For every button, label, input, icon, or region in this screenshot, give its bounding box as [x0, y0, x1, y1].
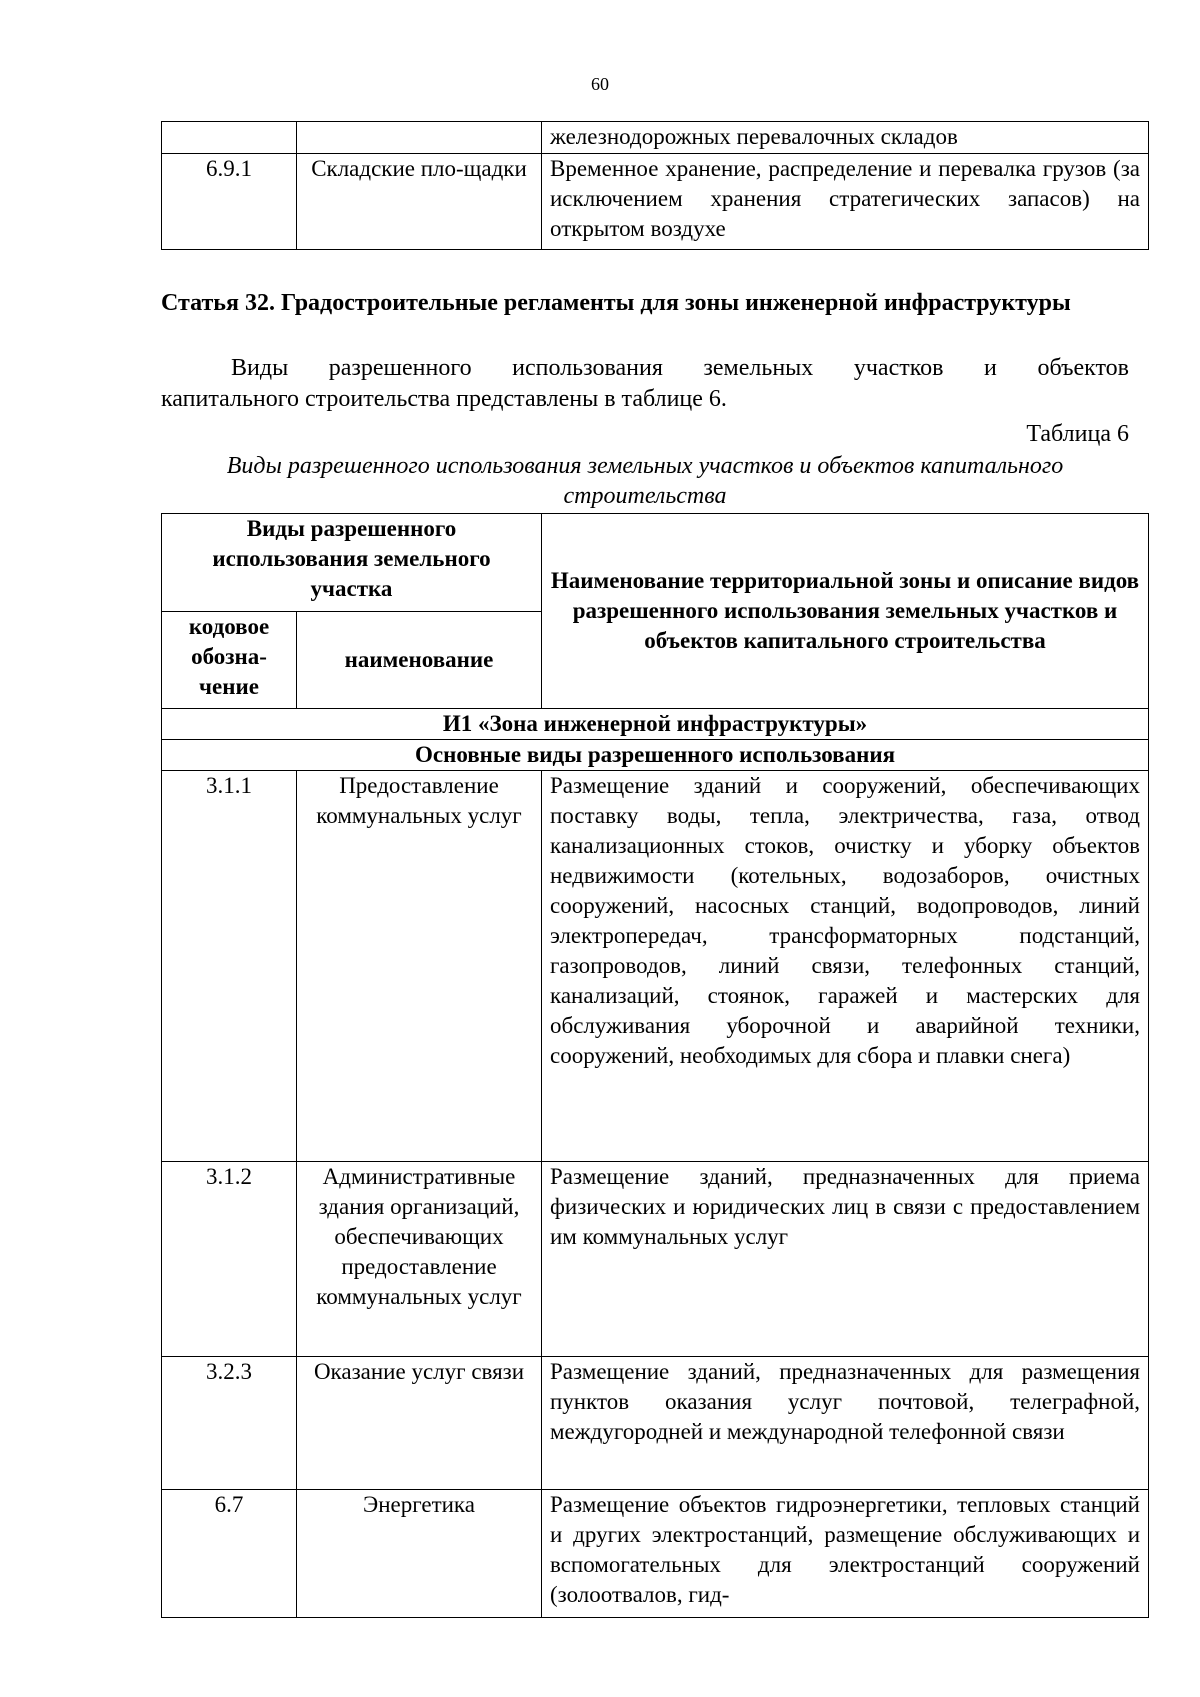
code-cell: 6.9.1 — [162, 154, 297, 250]
table-row — [162, 122, 1149, 154]
description-cell: Размещение объектов гидроэнергетики, тепловых станций и других электростанций, размещение обслуживающих и вспомогательных для электростанций сооружений (золоотвалов, гид- — [542, 1490, 1149, 1618]
continued-table — [161, 121, 1149, 250]
zone-title: И1 «Зона инженерной инфраструктуры» — [162, 709, 1149, 740]
intro-paragraph — [161, 353, 1129, 415]
name-cell: Предоставление коммунальных услуг — [297, 771, 542, 1162]
code-cell: 3.1.2 — [162, 1162, 297, 1357]
table-caption: Виды разрешенного использования земельных участков и объектов капитального строительства — [226, 453, 1064, 509]
code-cell — [162, 122, 297, 154]
description-cell: Временное хранение, распределение и перевалка грузов (за исключением хранения стратегических запасов) на открытом воздухе — [542, 154, 1149, 250]
description-cell: Размещение зданий, предназначенных для размещения пунктов оказания услуг почтовой, телеграфной, междугородней и международной телефонной связи — [542, 1357, 1149, 1490]
code-cell: 3.2.3 — [162, 1357, 297, 1490]
page-number: 60 — [591, 74, 609, 94]
section-title: Основные виды разрешенного использования — [162, 740, 1149, 771]
code-cell: 3.1.1 — [162, 771, 297, 1162]
table-row — [162, 154, 1149, 250]
header-row — [162, 514, 1149, 612]
intro-line-2: капитального строительства представлены в таблице 6. — [161, 386, 727, 412]
table-label: Таблица 6 — [1026, 421, 1129, 447]
zone-row — [162, 709, 1149, 740]
description-cell: Размещение зданий, предназначенных для приема физических и юридических лиц в связи с предоставлением им коммунальных услуг — [542, 1162, 1149, 1357]
code-cell: 6.7 — [162, 1490, 297, 1618]
name-cell: Оказание услуг связи — [297, 1357, 542, 1490]
article-heading: Статья 32. Градостроительные регламенты для зоны инженерной инфраструктуры — [161, 290, 1071, 316]
intro-line-1: Виды разрешенного использования земельных участков и объектов — [231, 355, 1129, 381]
header-name: наименование — [297, 612, 542, 709]
name-cell: Административные здания организаций, обеспечивающих предоставление коммунальных услуг — [297, 1162, 542, 1357]
header-description: Наименование территориальной зоны и описание видов разрешенного использования земельных участков и объектов капитального строительства — [542, 514, 1149, 709]
table-row — [162, 1490, 1149, 1618]
table-row — [162, 1357, 1149, 1490]
header-group: Виды разрешенного использования земельного участка — [162, 514, 542, 612]
description-cell: Размещение зданий и сооружений, обеспечивающих поставку воды, тепла, электричества, газа, отвод канализационных стоков, очистку и уборку объектов недвижимости (котельных, водозаборов, очистных сооружений, насосных станций, водопроводов, линий электропередач, трансформаторных подстанций, газопроводов, линий связи, телефонных станций, канализаций, стоянок, гаражей и мастерских для обслуживания уборочной и аварийной техники, сооружений, необходимых для сбора и плавки снега) — [542, 771, 1149, 1162]
description-cell: железнодорожных перевалочных складов — [542, 122, 1149, 154]
zoning-table — [161, 513, 1149, 1618]
header-code: кодовое обозна-чение — [162, 612, 297, 709]
table-row — [162, 1162, 1149, 1357]
name-cell: Энергетика — [297, 1490, 542, 1618]
section-row — [162, 740, 1149, 771]
name-cell: Складские пло-щадки — [297, 154, 542, 250]
table-row — [162, 771, 1149, 1162]
name-cell — [297, 122, 542, 154]
